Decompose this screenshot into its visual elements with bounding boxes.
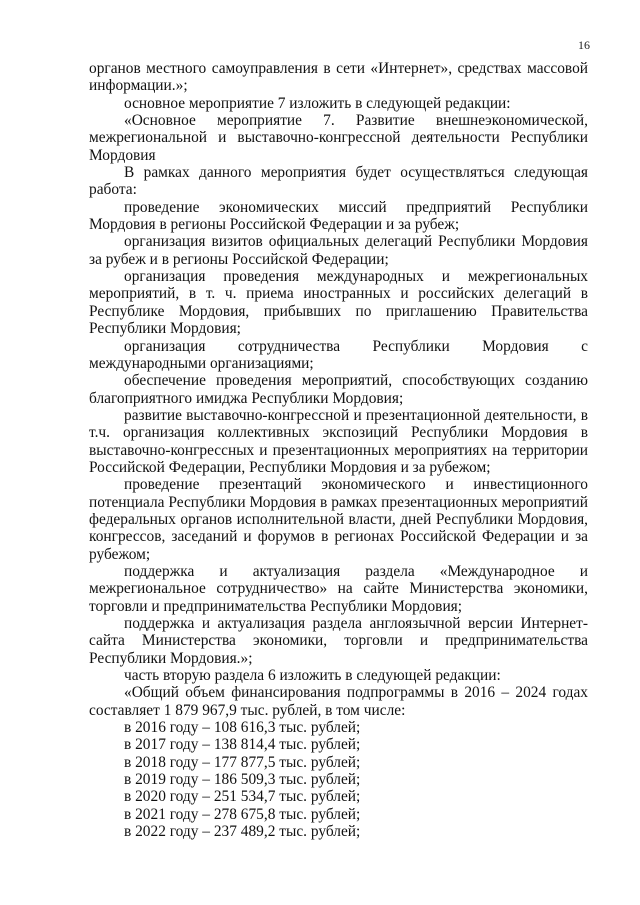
paragraph: организация сотрудничества Республики Мордовия с международными организациями; xyxy=(89,337,588,372)
paragraph: обеспечение проведения мероприятий, способствующих созданию благоприятного имиджа Республики Мордовия; xyxy=(89,372,588,407)
paragraph: организация проведения международных и межрегиональных мероприятий, в т. ч. приема иностранных и российских делегаций в Республике Мордовия, прибывших по приглашению Правительства Республики Мордовия; xyxy=(89,268,588,338)
paragraph: развитие выставочно-конгрессной и презентационной деятельности, в т.ч. организация коллективных экспозиций Республики Мордовия в выставочно-конгрессных и презентационных мероприятиях на территории Российской Федерации, Республики Мордовия и за рубежом; xyxy=(89,406,588,476)
page-number: 16 xyxy=(578,38,590,52)
paragraph: «Основное мероприятие 7. Развитие внешнеэкономической, межрегиональной и выставочно-конгрессной деятельности Республики Мордовия xyxy=(89,112,588,164)
list-item: в 2019 году – 186 509,3 тыс. рублей; xyxy=(124,771,361,789)
paragraph: проведение экономических миссий предприятий Республики Мордовия в регионы Российской Федерации и за рубеж; xyxy=(89,198,588,234)
list-item: в 2022 году – 237 489,2 тыс. рублей; xyxy=(124,823,361,841)
list-item: в 2018 году – 177 877,5 тыс. рублей; xyxy=(124,753,361,771)
list-item: в 2021 году – 278 675,8 тыс. рублей; xyxy=(124,805,361,823)
paragraph: поддержка и актуализация раздела англоязычной версии Интернет-сайта Министерства экономики, торговли и предпринимательства Республики Мордовия.»; xyxy=(89,615,588,667)
paragraph: часть вторую раздела 6 изложить в следующей редакции: xyxy=(124,667,501,685)
list-item: в 2020 году – 251 534,7 тыс. рублей; xyxy=(124,788,361,806)
paragraph: поддержка и актуализация раздела «Международное и межрегиональное сотрудничество» на сайте Министерства экономики, торговли и предпринимательства Республики Мордовия; xyxy=(89,562,588,615)
paragraph: основное мероприятие 7 изложить в следующей редакции: xyxy=(124,94,511,112)
paragraph: органов местного самоуправления в сети «Интернет», средствах массовой информации.»; xyxy=(89,60,588,95)
paragraph: проведение презентаций экономического и инвестиционного потенциала Республики Мордовия в рамках презентационных мероприятий федеральных органов исполнительной власти, дней Республики Мордовия, конгрессов, заседаний и форумов в регионах Российской Федерации и за рубежом; xyxy=(89,476,588,563)
list-item: в 2017 году – 138 814,4 тыс. рублей; xyxy=(124,736,361,754)
list-item: в 2016 году – 108 616,3 тыс. рублей; xyxy=(124,719,361,737)
paragraph: «Общий объем финансирования подпрограммы в 2016 – 2024 годах составляет 1 879 967,9 тыс. рублей, в том числе: xyxy=(89,684,588,719)
paragraph: организация визитов официальных делегаций Республики Мордовия за рубеж и в регионы Российской Федерации; xyxy=(89,233,588,268)
paragraph: В рамках данного мероприятия будет осуществляться следующая работа: xyxy=(89,164,588,199)
document-body xyxy=(89,60,588,840)
